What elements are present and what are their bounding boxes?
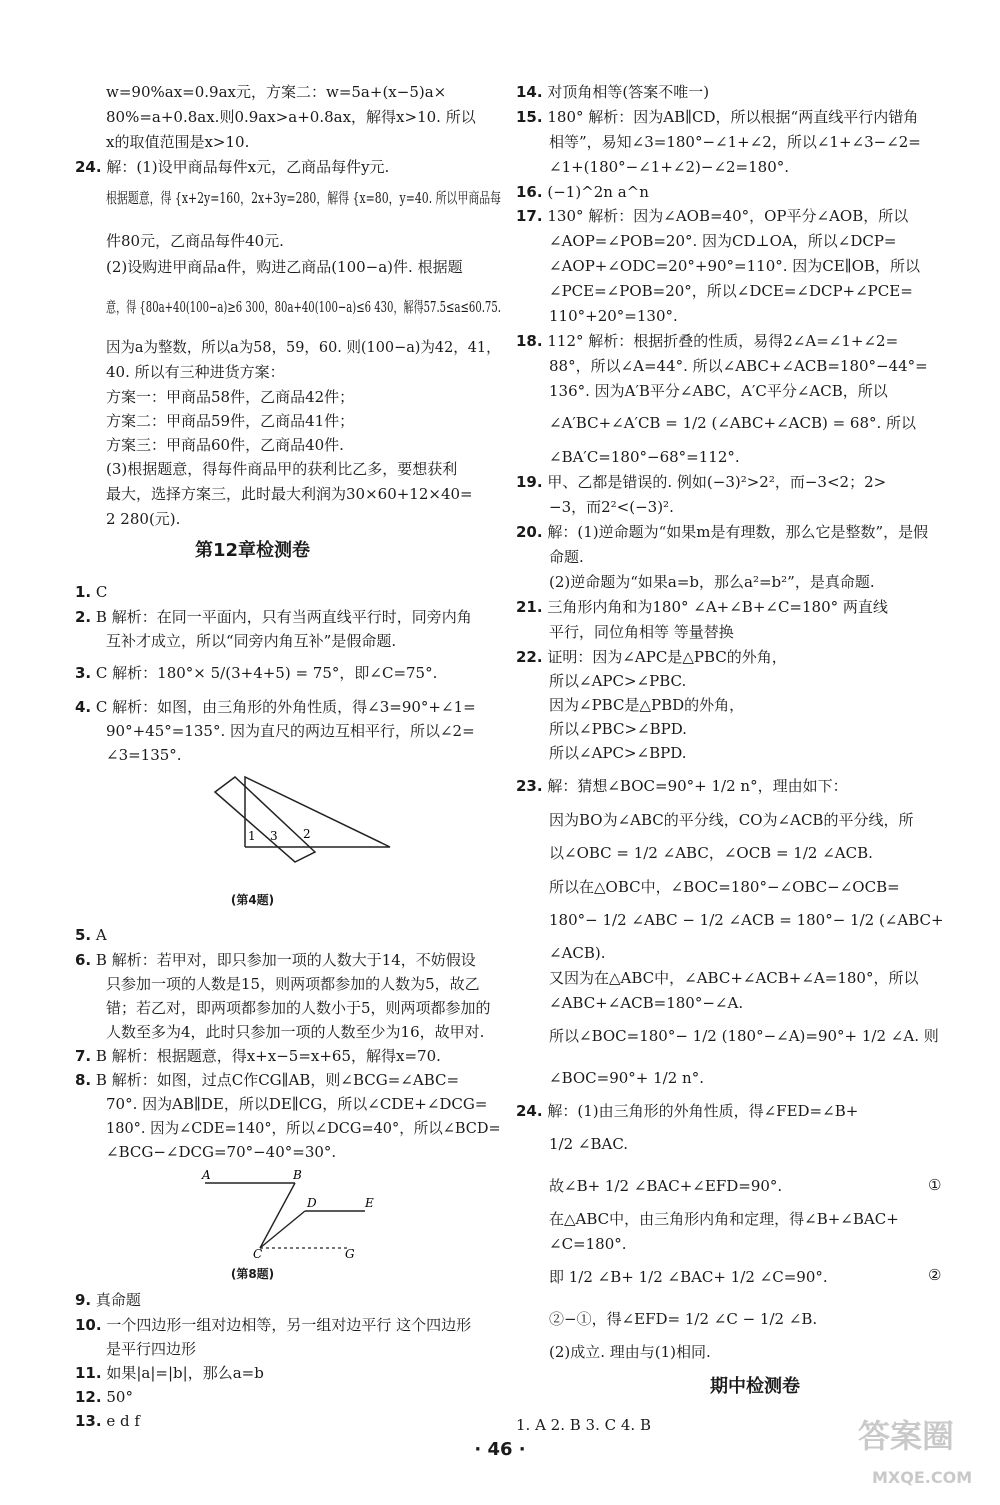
right-text-line: [549, 500, 674, 515]
answer-text: 三角形内角和为180° ∠A+∠B+∠C=180° 两直线: [547, 598, 888, 616]
right-text-line: [549, 1212, 899, 1227]
answer-text: 130° 解析：因为∠AOB=40°，OP平分∠AOB，所以: [547, 207, 909, 225]
point-label-e: E: [365, 1196, 374, 1210]
right-text-line: [549, 416, 916, 431]
right-text-line: [549, 880, 900, 895]
section-heading-ch12: 第12章检测卷: [194, 540, 311, 561]
left-text-line: [106, 1097, 487, 1112]
right-text-line: [549, 284, 913, 299]
left-text-line: [106, 1001, 491, 1016]
answer-text: 又因为在△ABC中，∠ABC+∠ACB+∠A=180°，所以: [549, 969, 919, 987]
answer-text: 因为∠PBC是△PBD的外角，: [549, 696, 745, 714]
answer-text: 180° 解析：因为AB∥CD，所以根据“两直线平行内错角: [547, 108, 919, 126]
left-text-line: [106, 977, 480, 992]
left-text-line: [106, 1342, 196, 1357]
question-number: 21.: [516, 598, 543, 616]
question-number: 15.: [516, 108, 543, 126]
right-text-line: [549, 1345, 711, 1360]
right-text-line: [549, 1179, 782, 1194]
right-text-line: [516, 85, 709, 100]
answer-text: B 解析：如图，过点C作CG∥AB，则∠BCG=∠ABC=: [95, 1071, 460, 1089]
answer-text: 相等”，易知∠3=180°−∠1+∠2，所以∠1+∠3−∠2=: [549, 133, 921, 151]
left-text-line: [106, 634, 396, 649]
answer-text: 互补才成立，所以“同旁内角互补”是假命题.: [106, 632, 397, 650]
answer-text: 证明：因为∠APC是△PBC的外角，: [547, 648, 787, 666]
figure-4: [200, 772, 400, 862]
answer-text: 因为BO为∠ABC的平分线，CO为∠ACB的平分线，所: [549, 811, 914, 829]
point-label-g: G: [345, 1247, 355, 1261]
answer-text: ∠BCG−∠DCG=70°−40°=30°.: [106, 1143, 337, 1161]
answer-text: 1. A 2. B 3. C 4. B: [516, 1416, 651, 1434]
left-text-line: [106, 390, 354, 405]
question-number: 11.: [75, 1364, 102, 1382]
right-text-line: [516, 209, 908, 224]
figure-4-caption: (第4题): [230, 893, 275, 907]
answer-text: ∠BA′C=180°−68°=112°.: [549, 448, 740, 466]
left-text-line: [75, 700, 476, 715]
left-text-line: [106, 1121, 501, 1136]
answer-text: 解：(1)由三角形的外角性质，得∠FED=∠B+: [547, 1102, 859, 1120]
answer-text: C 解析：如图，由三角形的外角性质，得∠3=90°+∠1=: [95, 698, 476, 716]
right-text-line: [549, 946, 606, 961]
answer-text: 70°. 因为AB∥DE，所以DE∥CG，所以∠CDE+∠DCG=: [106, 1095, 488, 1113]
left-text-line: [75, 160, 389, 175]
right-text-line: [549, 625, 734, 640]
question-number: 7.: [75, 1047, 92, 1065]
answer-text: ∠ABC+∠ACB=180°−∠A.: [549, 994, 744, 1012]
answer-text: 真命题: [95, 1291, 141, 1309]
question-number: 10.: [75, 1316, 102, 1334]
section-heading-midterm: 期中检测卷: [710, 1376, 800, 1397]
answer-text: 110°+20°=130°.: [549, 307, 678, 325]
question-number: 4.: [75, 698, 92, 716]
answer-text: ∠3=135°.: [106, 746, 182, 764]
answer-text: 88°，所以∠A=44°. 所以∠ABC+∠ACB=180°−44°=: [549, 357, 928, 375]
right-text-line: [549, 450, 740, 465]
right-text-line: [549, 309, 678, 324]
answer-text: 一个四边形一组对边相等，另一组对边平行 这个四边形: [106, 1316, 472, 1334]
question-number: 13.: [75, 1412, 102, 1430]
right-text-line: [516, 1418, 651, 1433]
left-text-line: [106, 85, 446, 100]
answer-text: 2 280(元).: [106, 510, 181, 528]
answer-text: x的取值范围是x>10.: [106, 133, 250, 151]
left-text-line: [106, 1025, 484, 1040]
question-number: 18.: [516, 332, 543, 350]
question-number: 19.: [516, 473, 543, 491]
right-text-line: [549, 996, 743, 1011]
left-text-line: [75, 585, 107, 600]
question-number: 24.: [516, 1102, 543, 1120]
equation-marker-1: ①: [928, 1176, 942, 1194]
angle-label-2: 2: [303, 827, 311, 841]
answer-text: ∠BOC=90°+ 1/2 n°.: [549, 1069, 704, 1087]
question-number: 20.: [516, 523, 543, 541]
answer-text: B 解析：根据题意，得x+x−5=x+65，解得x=70.: [95, 1047, 441, 1065]
right-text-line: [549, 913, 944, 928]
right-text-line: [549, 135, 921, 150]
answer-text: 意，得 {80a+40(100−a)≥6 300，80a+40(100−a)≤6 430，解得57.5≤a≤60.75.: [106, 298, 501, 316]
left-text-line: [106, 260, 463, 275]
answer-text: 人数至多为4，此时只参加一项的人数至少为16，故甲对.: [106, 1023, 485, 1041]
answer-text: 112° 解析：根据折叠的性质，易得2∠A=∠1+∠2=: [547, 332, 899, 350]
answer-text: 所以在△OBC中，∠BOC=180°−∠OBC−∠OCB=: [549, 878, 900, 896]
answer-text: ∠AOP=∠POB=20°. 因为CD⊥OA，所以∠DCP=: [549, 232, 897, 250]
answer-text: ∠1+(180°−∠1+∠2)−∠2=180°.: [549, 158, 790, 176]
left-text-line: [75, 1049, 441, 1064]
answer-text: (−1)^2n a^n: [547, 183, 649, 201]
right-text-line: [549, 746, 686, 761]
right-text-line: [549, 813, 913, 828]
right-text-line: [549, 259, 920, 274]
question-number: 12.: [75, 1388, 102, 1406]
ruler-shape: [215, 777, 315, 862]
answer-text: B 解析：若甲对，即只参加一项的人数大于14，不妨假设: [95, 951, 476, 969]
right-text-line: [549, 1137, 628, 1152]
question-number: 3.: [75, 664, 92, 682]
answer-text: 方案二：甲商品59件，乙商品41件；: [106, 412, 355, 430]
answer-text: 错；若乙对，即两项都参加的人数小于5，则两项都参加的: [106, 999, 491, 1017]
answer-text: 90°+45°=135°. 因为直尺的两边互相平行，所以∠2=: [106, 722, 475, 740]
answer-text: 180°− 1/2 ∠ABC − 1/2 ∠ACB = 180°− 1/2 (∠ABC+: [549, 911, 944, 929]
right-text-line: [549, 846, 873, 861]
point-label-c: C: [253, 1247, 263, 1261]
point-label-b: B: [293, 1168, 302, 1182]
watermark-url: MXQE.COM: [872, 1468, 973, 1487]
answer-text: 解：(1)设甲商品每件x元，乙商品每件y元.: [106, 158, 390, 176]
left-text-line: [106, 414, 354, 429]
right-text-line: [516, 525, 928, 540]
answer-text: 件80元，乙商品每件40元.: [106, 232, 284, 250]
answer-text: 在△ABC中，由三角形内角和定理，得∠B+∠BAC+: [549, 1210, 899, 1228]
left-text-line: [75, 1318, 471, 1333]
left-text-line: [106, 462, 457, 477]
left-text-line: [106, 110, 476, 125]
answer-text: 方案一：甲商品58件，乙商品42件；: [106, 388, 355, 406]
right-text-line: [549, 1312, 817, 1327]
left-text-line: [75, 1414, 140, 1429]
answer-text: e d f: [106, 1412, 140, 1430]
left-text-line: [75, 610, 472, 625]
answer-text: C 解析：180°× 5/(3+4+5) = 75°，即∠C=75°.: [95, 664, 438, 682]
right-text-line: [549, 971, 918, 986]
right-text-line: [549, 1270, 828, 1285]
answer-text: 只参加一项的人数是15，则两项都参加的人数为5，故乙: [106, 975, 480, 993]
answer-text: 命题.: [549, 548, 584, 566]
right-text-line: [516, 779, 848, 794]
left-text-line: [106, 438, 344, 453]
right-text-line: [549, 1029, 939, 1044]
answer-text: 80%=a+0.8ax.则0.9ax>a+0.8ax，解得x>10. 所以: [106, 108, 476, 126]
right-text-line: [549, 698, 744, 713]
question-number: 17.: [516, 207, 543, 225]
answer-text: ∠AOP+∠ODC=20°+90°=110°. 因为CE∥OB，所以: [549, 257, 920, 275]
answer-text: (2)设购进甲商品a件，购进乙商品(100−a)件. 根据题: [106, 258, 463, 276]
answer-text: 平行，同位角相等 等量替换: [549, 623, 734, 641]
right-text-line: [549, 575, 875, 590]
answer-text: 解：(1)逆命题为“如果m是有理数，那么它是整数”，是假: [547, 523, 929, 541]
answer-text: ∠PCE=∠POB=20°，所以∠DCE=∠DCP+∠PCE=: [549, 282, 913, 300]
angle-label-1: 1: [248, 829, 256, 843]
right-text-line: [549, 384, 888, 399]
point-label-a: A: [202, 1168, 211, 1182]
left-text-line: [75, 1390, 133, 1405]
answer-text: 136°. 因为A′B平分∠ABC，A′C平分∠ACB，所以: [549, 382, 888, 400]
answer-text: 所以∠PBC>∠BPD.: [549, 720, 687, 738]
answer-text: 40. 所以有三种进货方案：: [106, 363, 285, 381]
question-number: 6.: [75, 951, 92, 969]
right-text-line: [516, 334, 898, 349]
angle-label-3: 3: [270, 829, 278, 843]
answer-text: 如果|a|=|b|，那么a=b: [106, 1364, 264, 1382]
answer-text: 以∠OBC = 1/2 ∠ABC，∠OCB = 1/2 ∠ACB.: [549, 844, 873, 862]
left-text-line: [106, 724, 475, 739]
right-text-line: [516, 185, 649, 200]
left-text-line: [106, 487, 473, 502]
question-number: 16.: [516, 183, 543, 201]
left-text-line: [106, 135, 249, 150]
left-text-line: [75, 1073, 459, 1088]
right-text-line: [516, 600, 888, 615]
answer-text: 对顶角相等(答案不唯一): [547, 83, 710, 101]
left-text-line: [75, 928, 107, 943]
page-number: · 46 ·: [474, 1439, 526, 1460]
question-number: 23.: [516, 777, 543, 795]
answer-text: 所以∠APC>∠BPD.: [549, 744, 687, 762]
answer-text: ∠ACB).: [549, 944, 606, 962]
figure-8: [200, 1166, 374, 1261]
right-text-line: [549, 1071, 704, 1086]
question-number: 5.: [75, 926, 92, 944]
right-text-line: [549, 359, 928, 374]
right-text-line: [549, 550, 584, 565]
right-text-line: [549, 234, 897, 249]
answer-text: ∠A′BC+∠A′CB = 1/2 (∠ABC+∠ACB) = 68°. 所以: [549, 414, 917, 432]
answer-text: (2)成立. 理由与(1)相同.: [549, 1343, 711, 1361]
right-text-line: [516, 1104, 858, 1119]
answer-text: 因为a为整数，所以a为58，59，60. 则(100−a)为42，41，: [106, 338, 501, 356]
left-text-line: [106, 365, 285, 380]
equation-marker-2: ②: [928, 1266, 942, 1284]
right-text-line: [516, 650, 787, 665]
left-text-line: [106, 512, 180, 527]
figure-8-caption: (第8题): [230, 1267, 275, 1281]
left-text-line: [106, 191, 501, 206]
answer-text: ②−①，得∠EFD= 1/2 ∠C − 1/2 ∠B.: [549, 1310, 818, 1328]
answer-text: 甲、乙都是错误的. 例如(−3)²>2²，而−3<2；2>: [547, 473, 887, 491]
left-text-line: [75, 1366, 264, 1381]
answer-text: A: [95, 926, 107, 944]
right-text-line: [516, 110, 918, 125]
answer-text: 是平行四边形: [106, 1340, 197, 1358]
watermark-logo: 答案圈: [858, 1417, 955, 1455]
question-number: 1.: [75, 583, 92, 601]
answer-text: 即 1/2 ∠B+ 1/2 ∠BAC+ 1/2 ∠C=90°.: [549, 1268, 828, 1286]
answer-text: C: [95, 583, 108, 601]
left-text-line: [75, 1293, 141, 1308]
right-text-line: [549, 160, 789, 175]
left-text-line: [106, 748, 182, 763]
right-text-line: [549, 722, 687, 737]
question-number: 2.: [75, 608, 92, 626]
right-text-line: [516, 475, 886, 490]
answer-text: (3)根据题意，得每件商品甲的获利比乙多，要想获利: [106, 460, 458, 478]
answer-text: 解：猜想∠BOC=90°+ 1/2 n°，理由如下：: [547, 777, 848, 795]
answer-text: 1/2 ∠BAC.: [549, 1135, 629, 1153]
question-number: 8.: [75, 1071, 92, 1089]
right-text-line: [549, 674, 686, 689]
question-number: 9.: [75, 1291, 92, 1309]
left-text-line: [106, 300, 501, 315]
left-text-line: [75, 953, 476, 968]
right-text-line: [549, 1237, 627, 1252]
left-text-line: [106, 340, 501, 355]
answer-text: 方案三：甲商品60件，乙商品40件.: [106, 436, 344, 454]
answer-text: 所以∠BOC=180°− 1/2 (180°−∠A)=90°+ 1/2 ∠A. 则: [549, 1027, 939, 1045]
answer-text: 50°: [106, 1388, 133, 1406]
answer-text: (2)逆命题为“如果a=b，那么a²=b²”，是真命题.: [549, 573, 875, 591]
question-number: 22.: [516, 648, 543, 666]
question-number: 24.: [75, 158, 102, 176]
left-text-line: [106, 1145, 336, 1160]
answer-text: ∠C=180°.: [549, 1235, 627, 1253]
answer-text: 根据题意，得 {x+2y=160，2x+3y=280，解得 {x=80，y=40. 所以甲商品每: [106, 189, 502, 207]
answer-text: w=90%ax=0.9ax元，方案二：w=5a+(x−5)a×: [106, 83, 447, 101]
answer-text: B 解析：在同一平面内，只有当两直线平行时，同旁内角: [95, 608, 472, 626]
answer-text: 故∠B+ 1/2 ∠BAC+∠EFD=90°.: [549, 1177, 783, 1195]
point-label-d: D: [307, 1196, 317, 1210]
question-number: 14.: [516, 83, 543, 101]
answer-text: 所以∠APC>∠PBC.: [549, 672, 687, 690]
left-text-line: [75, 666, 437, 681]
answer-text: 最大，选择方案三，此时最大利润为30×60+12×40=: [106, 485, 473, 503]
answer-text: −3，而2²<(−3)².: [549, 498, 674, 516]
left-text-line: [106, 234, 284, 249]
answer-text: 180°. 因为∠CDE=140°，所以∠DCG=40°，所以∠BCD=: [106, 1119, 501, 1137]
